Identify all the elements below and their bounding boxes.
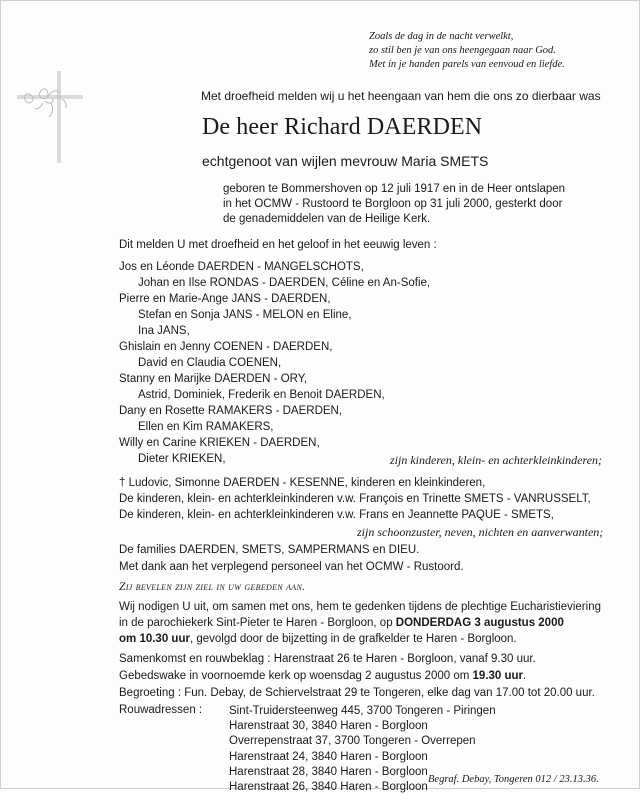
- funeral-line-1: Wij nodigen U uit, om samen met ons, hem te gedenken tijdens de plechtige Eucharistieviering: [119, 601, 601, 613]
- spouse-line: echtgenoot van wijlen mevrouw Maria SMETS: [202, 153, 489, 169]
- details-line: in het OCMW - Rustoord te Borgloon op 31 juli 2000, gesterkt door: [223, 198, 563, 210]
- poem-line: Met in je handen parels van eenvoud en liefde.: [369, 59, 565, 70]
- addresses-label: Rouwadressen :: [119, 704, 203, 716]
- printer-credit: Begraf. Debay, Tongeren 012 / 23.13.36.: [428, 774, 599, 785]
- vigil-line: [119, 670, 526, 682]
- vigil-time: 19.30 uur: [472, 670, 524, 682]
- family-line: Stanny en Marijke DAERDEN - ORY,: [119, 373, 308, 385]
- undertaker-line: Begroeting : Fun. Debay, de Schiervelstraat 29 te Tongeren, elke dag van 17.00 tot 20.00 uur.: [119, 687, 595, 699]
- address-line: Harenstraat 24, 3840 Haren - Borgloon: [229, 750, 428, 763]
- poem: [369, 30, 629, 72]
- intro-text: Met droefheid melden wij u het heengaan van hem die ons zo dierbaar was: [201, 89, 601, 103]
- vigil-text: Gebedswake in voornoemde kerk op woensdag 2 augustus 2000 om: [119, 670, 473, 682]
- vigil-text: .: [523, 670, 527, 682]
- families-line: De families DAERDEN, SMETS, SAMPERMANS en DIEU.: [119, 544, 420, 556]
- gathering-line: Samenkomst en rouwbeklag : Harenstraat 26 te Haren - Borgloon, vanaf 9.30 uur.: [119, 653, 536, 665]
- address-line: Harenstraat 28, 3840 Haren - Borgloon: [229, 765, 428, 778]
- family-line: Dieter KRIEKEN,: [138, 453, 226, 465]
- family-line: Pierre en Marie-Ange JANS - DAERDEN,: [119, 293, 331, 305]
- address-line: Harenstraat 30, 3840 Haren - Borgloon: [229, 720, 428, 733]
- details-line: de genademiddelen van de Heilige Kerk.: [223, 213, 431, 225]
- family-line: Stefan en Sonja JANS - MELON en Eline,: [138, 309, 352, 321]
- family-line: Johan en Ilse RONDAS - DAERDEN, Céline en An-Sofie,: [138, 277, 431, 289]
- address-line: Sint-Truidersteenweg 445, 3700 Tongeren - Piringen: [229, 705, 496, 717]
- family-line: Ellen en Kim RAMAKERS,: [138, 421, 274, 433]
- address-line: Overrepenstraat 37, 3700 Tongeren - Overrepen: [229, 735, 476, 748]
- funeral-text: in de parochiekerk Sint-Pieter te Haren - Borgloon, op: [119, 617, 396, 629]
- funeral-line-3: [119, 633, 517, 645]
- prayer-line: Zij bevelen zijn ziel in uw gebeden aan.: [119, 581, 306, 593]
- family-line: Jos en Léonde DAERDEN - MANGELSCHOTS,: [119, 261, 364, 273]
- thanks-line: Met dank aan het verplegend personeel van het OCMW - Rustoord.: [119, 561, 464, 573]
- family-line: Astrid, Dominiek, Frederik en Benoit DAERDEN,: [138, 389, 385, 401]
- details-line: geboren te Bommershoven op 12 juli 1917 en in de Heer ontslapen: [223, 183, 566, 195]
- relatives-line: De kinderen, klein- en achterkleinkinderen v.w. François en Trinette SMETS - VANRUSSELT,: [119, 493, 591, 505]
- family-line: Ina JANS,: [138, 325, 190, 337]
- funeral-line-2: [119, 617, 564, 629]
- family-role: zijn kinderen, klein- en achterkleinkinderen;: [390, 453, 603, 467]
- funeral-time: om 10.30 uur: [119, 633, 190, 645]
- family-line: David en Claudia COENEN,: [138, 357, 282, 369]
- poem-line: Zoals de dag in de nacht verwelkt,: [369, 31, 514, 42]
- birth-death-details: [223, 182, 638, 227]
- funeral-text: , gevolgd door de bijzetting in de grafkelder te Haren - Borgloon.: [189, 633, 517, 645]
- relatives-line: De kinderen, klein- en achterkleinkinderen v.w. Frans en Jeannette PAQUE - SMETS,: [119, 509, 554, 521]
- family-line: Dany en Rosette RAMAKERS - DAERDEN,: [119, 405, 343, 417]
- notice-line: Dit melden U met droefheid en het geloof in het eeuwig leven :: [119, 239, 437, 251]
- address-line: Harenstraat 26, 3840 Haren - Borgloon: [229, 781, 428, 794]
- relatives-role: zijn schoonzuster, neven, nichten en aanverwanten;: [357, 525, 604, 539]
- cross-with-flowers-icon: [15, 67, 85, 172]
- funeral-date: DONDERDAG 3 augustus 2000: [395, 617, 564, 629]
- deceased-name: De heer Richard DAERDEN: [202, 114, 483, 140]
- poem-line: zo stil ben je van ons heengegaan naar God.: [369, 45, 556, 56]
- family-line: Ghislain en Jenny COENEN - DAERDEN,: [119, 341, 333, 353]
- relatives-line: † Ludovic, Simonne DAERDEN - KESENNE, kinderen en kleinkinderen,: [119, 477, 486, 489]
- family-line: Willy en Carine KRIEKEN - DAERDEN,: [119, 437, 320, 449]
